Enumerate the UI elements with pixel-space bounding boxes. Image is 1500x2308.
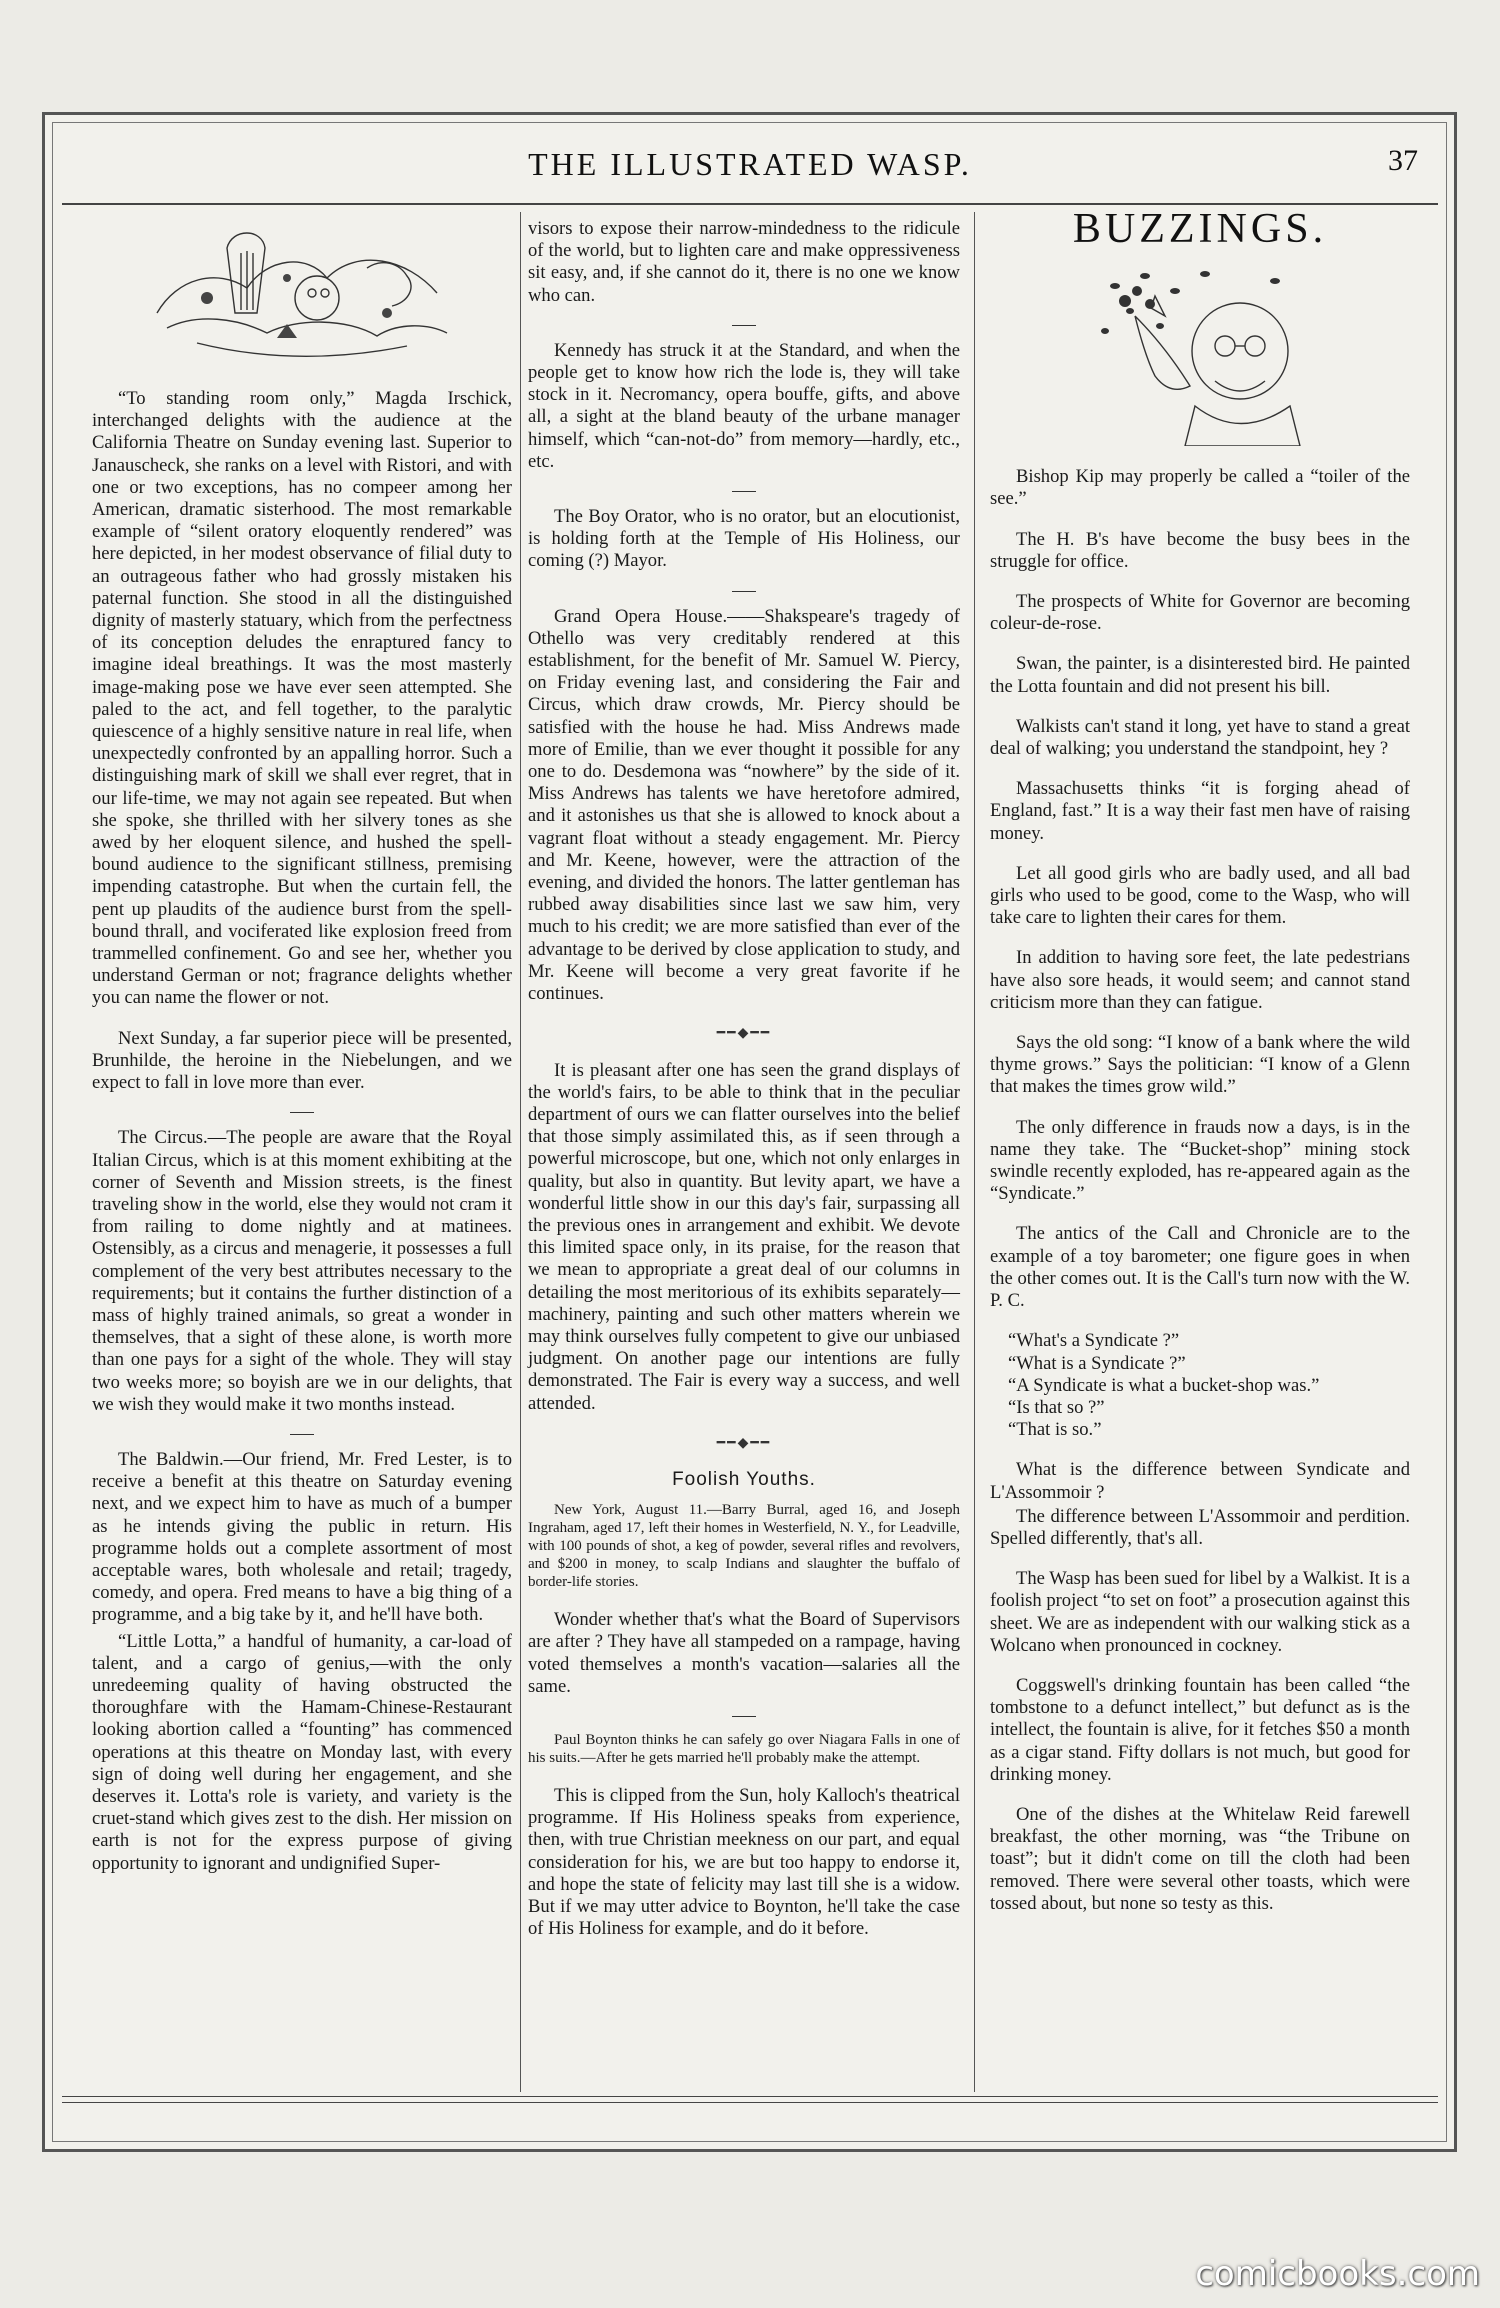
buzzing-syndicate-answer: The difference between L'Assommoir and perdition. Spelled differently, that's all. — [990, 1505, 1410, 1549]
dialogue-line: “Is that so ?” — [1008, 1396, 1105, 1418]
column-1 — [92, 218, 512, 1893]
article-kennedy-standard: Kennedy has struck it at the Standard, and when the people get to know how rich the lode is, they will take stock in it. Necromancy, opera bouffe, gifts, and above all, a sight at the bland beauty of the urbane manager himself, which “can-not-do” from memory—hardly, etc., etc. — [528, 339, 960, 472]
column-rule-1 — [520, 212, 521, 2092]
site-watermark: comicbooks.com — [1195, 2254, 1480, 2294]
article-supervisors: Wonder whether that's what the Board of Supervisors are after ? They have all stampeded on a rampage, having voted themselves a month's vacation—salaries all the same. — [528, 1609, 960, 1697]
buzzing-bishop-kip: Bishop Kip may properly be called a “toiler of the see.” — [990, 466, 1410, 510]
buzzings-heading: BUZZINGS. — [1072, 206, 1328, 252]
article-grand-opera-house: Grand Opera House.——Shakspeare's tragedy of Othello was very creditably rendered at this establishment, for the benefit of Mr. Samuel W. Piercy, on Friday evening last, and considering the Fair and Circus, which draw crowds, Mr. Piercy should be satisfied with the house he had. Miss Andrews made more of Emilie, than we ever thought it possible for any one to do. Desdemona was “nowhere” by the side of it. Miss Andrews has talents we have heretofore admired, and it astonishes us that she is allowed to knock about a vagrant float without a steady engagement. Mr. Piercy and Mr. Keene, however, were the attraction of the evening, and divided the honors. The latter gentleman has rubbed away disabilities since last we saw him, very much to his credit; we are more satisfied than ever of the advantage to be derived by close application to study, and Mr. Keene will become a very great favorite if he continues. — [528, 605, 960, 1005]
article-lotta-continued: visors to expose their narrow-mindedness to the ridicule of the world, but to lighten care and make oppressiveness sit easy, and, if she cannot do it, there is no one we know who can. — [528, 218, 960, 306]
footer-rule — [62, 2096, 1438, 2097]
column-rule-2 — [974, 212, 975, 2092]
dialogue-line: “A Syndicate is what a bucket-shop was.” — [1008, 1374, 1320, 1396]
buzzing-old-song: Says the old song: “I know of a bank where the wild thyme grows.” Says the politician: “I know of a Glenn that makes the times grow wild.” — [990, 1032, 1410, 1098]
buzzing-coggswell-fountain: Coggswell's drinking fountain has been called “the tombstone to a defunct intellect,” but defunct as is the intellect, the fountain is alive, for it fetches $50 a month as a cigar stand. Fifty dollars is not much, but good for drinking money. — [990, 1674, 1410, 1785]
syndicate-dialogue — [1008, 1330, 1410, 1441]
article-sun-clipping: This is clipped from the Sun, holy Kalloch's theatrical programme. If His Holiness speaks from experience, then, with true Christian meekness on our part, and equal consideration for his, we are but too happy to endorse it, and hope the state of felicity may last till she is a widow. But if we may utter advice to Boynton, he'll take the case of His Holiness for example, and do it before. — [528, 1784, 960, 1940]
buzzing-massachusetts: Massachusetts thinks “it is forging ahead of England, fast.” It is a way their fast men have of raising money. — [990, 778, 1410, 844]
article-foolish-youths: New York, August 11.—Barry Burral, aged 16, and Joseph Ingraham, aged 17, left their homes in Westerfield, N. Y., for Leadville, with 100 pounds of shot, a keg of powder, several rifles and revolvers, and $200 in money, to scalp Indians and slaughter the buffalo of border-life stories. — [528, 1502, 960, 1591]
article-little-lotta: “Little Lotta,” a handful of humanity, a car-load of talent, and a cargo of genius,—with the only unredeeming quality of having obstructed the thoroughfare with the Hamam-Chinese-Restaurant looking abortion called a “founting” has commenced operations at this theatre on Monday last, with every sign of doing well during her engagement, and she deserves it. Lotta's role is variety, and variety is the cruet-stand which gives zest to the dish. Her mission on earth is not for the express purpose of giving opportunity to ignorant and undignified Super- — [92, 1630, 512, 1874]
buzzing-wasp-libel: The Wasp has been sued for libel by a Walkist. It is a foolish project “to set on foot” a prosecution against this sheet. We are as independent with our walking stick as a Wolcano when pronounced in cockney. — [990, 1568, 1410, 1656]
section-separator-ornament: ━━◆━━ — [716, 1026, 772, 1042]
section-dash — [732, 325, 756, 326]
article-fair: It is pleasant after one has seen the grand displays of the world's fairs, to be able to think that in the peculiar department of ours we can flatter ourselves into the belief that those simply assimilated this, as if seen through a powerful microscope, but one, which not only enlarges in quality, but also in quantity. But levity apart, we have a wonderful little show in our this day's fair, surpassing all the previous ones in arrangement and exhibit. We devote this limited space only, in its praise, for the reason that we mean to appropriate a great deal of our columns in detailing the most meritorious of its exhibits separately—machinery, painting and such other matters wherein we may think ourselves fully competent to give our unbiased judgment. On another page our intentions are fully demonstrated. The Fair is every way a success, and well attended. — [528, 1059, 960, 1414]
article-brunhilde: Next Sunday, a far superior piece will be presented, Brunhilde, the heroine in the Niebelungen, and we expect to fall in love more than ever. — [92, 1027, 512, 1094]
buzzing-good-girls: Let all good girls who are badly used, and all bad girls who used to be good, come to the Wasp, who will take care to lighten their cares for them. — [990, 862, 1410, 929]
masthead-rule — [62, 203, 1438, 205]
section-separator-ornament: ━━◆━━ — [716, 1435, 772, 1451]
dialogue-line: “What is a Syndicate ?” — [1008, 1352, 1186, 1374]
dialogue-line: “What's a Syndicate ?” — [1008, 1330, 1180, 1352]
buzzing-pedestrians: In addition to having sore feet, the late pedestrians have also sore heads, it would seem; and cannot stand criticism more than they can fatigue. — [990, 947, 1410, 1013]
article-magda-irschick: “To standing room only,” Magda Irschick, interchanged delights with the audience at the California Theatre on Sunday evening last. Superior to Janauscheck, she ranks on a level with Ristori, and with one or two exceptions, has no compeer among her American, dramatic sisterhood. The most remarkable example of “silent oratory eloquently rendered” was here depicted, in her modest observance of filial duty to an outrageous father who had grossly mistaken his paternal function. She stood in all the distinguished dignity of masterly statuary, which from the perfectness of its conception deludes the enraptured fancy to imagine ideal breathings. It was the most masterly image-making pose we have ever seen attempted. She paled to the act, and fell together, to the paralytic quiescence of a highly sensitive nature in real life, when unexpectedly confronted by an appalling horror. Such a distinguishing mark of skill we shall ever regret, that in our life-time, we may not again see repeated. But when she spoke, she thrilled with her silvery tones as she awed by her eloquent silence, and hushed the spell-bound audience to the significant stillness, premising impending catastrophe. But when the curtain fell, the pent up plaudits of the audience burst from the spell-bound thrall, and vociferated like explosion freed from trammelled confinement. Go and see her, whether you understand German or not; fragrance delights whether you can name the flower or not. — [92, 388, 512, 1009]
column-2 — [528, 218, 960, 1958]
footer-rule-2 — [62, 2102, 1438, 2103]
article-boy-orator: The Boy Orator, who is no orator, but an elocutionist, is holding forth at the Temple of His Holiness, our coming (?) Mayor. — [528, 506, 960, 572]
buzzing-whitelaw-reid: One of the dishes at the Whitelaw Reid farewell breakfast, the other morning, was “the Tribune on toast”; but it didn't come on till the cloth had been removed. There were several other toasts, which were tossed about, but none so testy as this. — [990, 1803, 1410, 1914]
section-dash — [732, 491, 756, 492]
buzzing-frauds: The only difference in frauds now a days, is in the name they take. The “Bucket-shop” mining stock swindle recently exploded, has re-appeared again as the “Syndicate.” — [990, 1116, 1410, 1205]
buzzing-busy-bees: The H. B's have become the busy bees in the struggle for office. — [990, 528, 1410, 572]
section-dash — [290, 1434, 314, 1435]
page-number: 37 — [1388, 144, 1418, 177]
article-baldwin: The Baldwin.—Our friend, Mr. Fred Lester, is to receive a benefit at this theatre on Saturday evening next, and we expect him to have as much of a bumper as he intends giving the public in return. His programme holds out a complete assortment of most acceptable wares, both wholesale and retail; tragedy, comedy, and opera. Fred means to have a big thing of a programme, and a big take by it, and he'll have both. — [92, 1448, 512, 1626]
article-paul-boynton: Paul Boynton thinks he can safely go over Niagara Falls in one of his suits.—After he gets married he'll probably make the attempt. — [528, 1731, 960, 1766]
lyre-ornament-illustration — [137, 218, 467, 368]
buzzing-swan-painter: Swan, the painter, is a disinterested bird. He painted the Lotta fountain and did not present his bill. — [990, 653, 1410, 697]
section-dash — [732, 1716, 756, 1717]
column-3 — [990, 206, 1410, 1933]
buzzing-syndicate-question: What is the difference between Syndicate and L'Assommoir ? — [990, 1459, 1410, 1503]
article-circus: The Circus.—The people are aware that the Royal Italian Circus, which is at this moment exhibiting at the corner of Seventh and Mission streets, is the finest traveling show in the world, else they would not cram it from railing to dome nightly and at matinees. Ostensibly, as a circus and menagerie, it possesses a full complement of the very best attributes necessary to the requirements; but it contains the further distinction of a mass of highly trained animals, so great a wonder in themselves, that a sight of these alone, is worth more than one pays for a sight of the whole. They will stay two weeks more; so boyish are we in our delights, that we wish they would make it two months instead. — [92, 1127, 512, 1415]
heading-foolish-youths: Foolish Youths. — [672, 1468, 816, 1490]
dialogue-line: “That is so.” — [1008, 1419, 1102, 1441]
section-dash — [732, 591, 756, 592]
buzzing-walkists: Walkists can't stand it long, yet have to stand a great deal of walking; you understand the standpoint, hey ? — [990, 715, 1410, 760]
masthead — [60, 140, 1440, 196]
newspaper-title: THE ILLUSTRATED WASP. — [528, 146, 972, 182]
bishop-bees-illustration — [1075, 256, 1325, 446]
section-dash — [290, 1112, 314, 1113]
buzzing-call-chronicle: The antics of the Call and Chronicle are to the example of a toy barometer; one figure goes in when the other comes out. It is the Call's turn now with the W. P. C. — [990, 1223, 1410, 1312]
buzzing-white-governor: The prospects of White for Governor are becoming coleur-de-rose. — [990, 591, 1410, 635]
